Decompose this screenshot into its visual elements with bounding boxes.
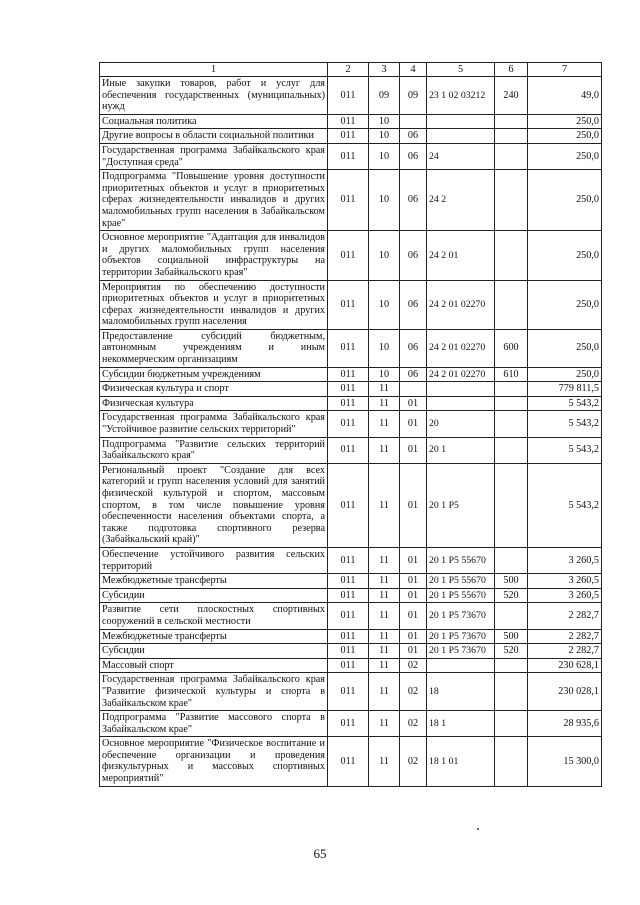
expense-type-cell bbox=[495, 129, 528, 144]
expense-type-cell bbox=[495, 280, 528, 329]
admin-code-cell: 011 bbox=[328, 574, 369, 589]
subsection-cell bbox=[400, 382, 427, 397]
admin-code-cell: 011 bbox=[328, 603, 369, 629]
admin-code-cell: 011 bbox=[328, 77, 369, 115]
subsection-cell: 02 bbox=[400, 673, 427, 711]
subsection-cell: 06 bbox=[400, 367, 427, 382]
admin-code-cell: 011 bbox=[328, 231, 369, 280]
row-name-cell: Физическая культура bbox=[100, 396, 328, 411]
amount-cell: 250,0 bbox=[528, 170, 602, 231]
subsection-cell: 01 bbox=[400, 574, 427, 589]
section-cell: 11 bbox=[369, 396, 400, 411]
target-article-cell: 24 2 bbox=[427, 170, 495, 231]
target-article-cell bbox=[427, 396, 495, 411]
subsection-cell: 06 bbox=[400, 329, 427, 367]
section-cell: 11 bbox=[369, 382, 400, 397]
section-cell: 10 bbox=[369, 280, 400, 329]
subsection-cell: 01 bbox=[400, 588, 427, 603]
section-cell: 09 bbox=[369, 77, 400, 115]
table-row bbox=[100, 396, 602, 411]
budget-table bbox=[99, 62, 602, 787]
table-row bbox=[100, 411, 602, 437]
subsection-cell: 09 bbox=[400, 77, 427, 115]
row-name-cell: Межбюджетные трансферты bbox=[100, 629, 328, 644]
expense-type-cell bbox=[495, 382, 528, 397]
amount-cell: 5 543,2 bbox=[528, 437, 602, 463]
row-name-cell: Социальная политика bbox=[100, 114, 328, 129]
admin-code-cell: 011 bbox=[328, 629, 369, 644]
column-header: 7 bbox=[528, 63, 602, 77]
amount-cell: 49,0 bbox=[528, 77, 602, 115]
target-article-cell bbox=[427, 129, 495, 144]
table-row bbox=[100, 129, 602, 144]
amount-cell: 250,0 bbox=[528, 231, 602, 280]
admin-code-cell: 011 bbox=[328, 588, 369, 603]
amount-cell: 250,0 bbox=[528, 143, 602, 169]
amount-cell: 2 282,7 bbox=[528, 603, 602, 629]
amount-cell: 230 028,1 bbox=[528, 673, 602, 711]
section-cell: 11 bbox=[369, 644, 400, 659]
section-cell: 11 bbox=[369, 463, 400, 547]
subsection-cell: 06 bbox=[400, 143, 427, 169]
column-header: 5 bbox=[427, 63, 495, 77]
column-header: 3 bbox=[369, 63, 400, 77]
target-article-cell: 20 1 bbox=[427, 437, 495, 463]
table-row bbox=[100, 673, 602, 711]
admin-code-cell: 011 bbox=[328, 396, 369, 411]
amount-cell: 5 543,2 bbox=[528, 411, 602, 437]
amount-cell: 250,0 bbox=[528, 367, 602, 382]
section-cell: 11 bbox=[369, 673, 400, 711]
section-cell: 10 bbox=[369, 367, 400, 382]
amount-cell: 230 628,1 bbox=[528, 658, 602, 673]
row-name-cell: Региональный проект "Создание для всех категорий и групп населения условий для занятий физической культурой и спортом, массовым спортом, в том числе повышение уровня обеспеченности населения объектами спорта, а также подготовка спортивного резерва (Забайкальский край)" bbox=[100, 463, 328, 547]
expense-type-cell bbox=[495, 411, 528, 437]
section-cell: 11 bbox=[369, 574, 400, 589]
table-row bbox=[100, 603, 602, 629]
target-article-cell bbox=[427, 382, 495, 397]
target-article-cell: 23 1 02 03212 bbox=[427, 77, 495, 115]
admin-code-cell: 011 bbox=[328, 411, 369, 437]
table-row bbox=[100, 437, 602, 463]
section-cell: 11 bbox=[369, 711, 400, 737]
target-article-cell: 18 1 01 bbox=[427, 737, 495, 786]
row-name-cell: Государственная программа Забайкальского края "Устойчивое развитие сельских территорий" bbox=[100, 411, 328, 437]
target-article-cell: 20 1 P5 bbox=[427, 463, 495, 547]
section-cell: 10 bbox=[369, 129, 400, 144]
table-row bbox=[100, 77, 602, 115]
table-row bbox=[100, 280, 602, 329]
admin-code-cell: 011 bbox=[328, 463, 369, 547]
subsection-cell: 06 bbox=[400, 129, 427, 144]
row-name-cell: Обеспечение устойчивого развития сельских территорий bbox=[100, 547, 328, 573]
row-name-cell: Подпрограмма "Развитие массового спорта в Забайкальском крае" bbox=[100, 711, 328, 737]
expense-type-cell bbox=[495, 658, 528, 673]
target-article-cell: 24 bbox=[427, 143, 495, 169]
target-article-cell: 20 1 P5 55670 bbox=[427, 547, 495, 573]
table-header-row bbox=[100, 63, 602, 77]
amount-cell: 28 935,6 bbox=[528, 711, 602, 737]
expense-type-cell: 520 bbox=[495, 588, 528, 603]
subsection-cell: 01 bbox=[400, 463, 427, 547]
admin-code-cell: 011 bbox=[328, 382, 369, 397]
column-header: 1 bbox=[100, 63, 328, 77]
target-article-cell bbox=[427, 658, 495, 673]
admin-code-cell: 011 bbox=[328, 170, 369, 231]
amount-cell: 3 260,5 bbox=[528, 588, 602, 603]
target-article-cell: 20 bbox=[427, 411, 495, 437]
expense-type-cell bbox=[495, 396, 528, 411]
row-name-cell: Основное мероприятие "Адаптация для инвалидов и других маломобильных групп населения объектов социальной инфраструктуры на территории Забайкальского края" bbox=[100, 231, 328, 280]
target-article-cell: 18 bbox=[427, 673, 495, 711]
section-cell: 10 bbox=[369, 170, 400, 231]
target-article-cell: 24 2 01 02270 bbox=[427, 329, 495, 367]
expense-type-cell bbox=[495, 114, 528, 129]
amount-cell: 15 300,0 bbox=[528, 737, 602, 786]
section-cell: 11 bbox=[369, 437, 400, 463]
amount-cell: 5 543,2 bbox=[528, 396, 602, 411]
row-name-cell: Физическая культура и спорт bbox=[100, 382, 328, 397]
expense-type-cell bbox=[495, 463, 528, 547]
row-name-cell: Массовый спорт bbox=[100, 658, 328, 673]
target-article-cell: 20 1 P5 55670 bbox=[427, 588, 495, 603]
table-row bbox=[100, 629, 602, 644]
admin-code-cell: 011 bbox=[328, 129, 369, 144]
section-cell: 10 bbox=[369, 143, 400, 169]
expense-type-cell bbox=[495, 170, 528, 231]
page-number: 65 bbox=[313, 846, 327, 861]
expense-type-cell bbox=[495, 231, 528, 280]
row-name-cell: Другие вопросы в области социальной политики bbox=[100, 129, 328, 144]
row-name-cell: Основное мероприятие "Физическое воспитание и обеспечение организации и проведения физкультурных и массовых спортивных мероприятий" bbox=[100, 737, 328, 786]
column-header: 2 bbox=[328, 63, 369, 77]
subsection-cell bbox=[400, 114, 427, 129]
section-cell: 11 bbox=[369, 658, 400, 673]
column-header: 4 bbox=[400, 63, 427, 77]
row-name-cell: Иные закупки товаров, работ и услуг для обеспечения государственных (муниципальных) нужд bbox=[100, 77, 328, 115]
target-article-cell: 20 1 P5 55670 bbox=[427, 574, 495, 589]
subsection-cell: 02 bbox=[400, 711, 427, 737]
expense-type-cell bbox=[495, 603, 528, 629]
admin-code-cell: 011 bbox=[328, 673, 369, 711]
target-article-cell: 20 1 P5 73670 bbox=[427, 644, 495, 659]
admin-code-cell: 011 bbox=[328, 547, 369, 573]
amount-cell: 5 543,2 bbox=[528, 463, 602, 547]
table-row bbox=[100, 143, 602, 169]
row-name-cell: Субсидии бюджетным учреждениям bbox=[100, 367, 328, 382]
subsection-cell: 06 bbox=[400, 170, 427, 231]
table-row bbox=[100, 463, 602, 547]
amount-cell: 779 811,5 bbox=[528, 382, 602, 397]
target-article-cell: 18 1 bbox=[427, 711, 495, 737]
amount-cell: 3 260,5 bbox=[528, 574, 602, 589]
row-name-cell: Межбюджетные трансферты bbox=[100, 574, 328, 589]
amount-cell: 2 282,7 bbox=[528, 644, 602, 659]
section-cell: 11 bbox=[369, 737, 400, 786]
target-article-cell: 24 2 01 02270 bbox=[427, 367, 495, 382]
expense-type-cell: 240 bbox=[495, 77, 528, 115]
column-header: 6 bbox=[495, 63, 528, 77]
amount-cell: 250,0 bbox=[528, 114, 602, 129]
subsection-cell: 01 bbox=[400, 603, 427, 629]
target-article-cell: 24 2 01 bbox=[427, 231, 495, 280]
admin-code-cell: 011 bbox=[328, 280, 369, 329]
row-name-cell: Государственная программа Забайкальского края "Развитие физической культуры и спорта в Забайкальском крае" bbox=[100, 673, 328, 711]
row-name-cell: Подпрограмма "Повышение уровня доступности приоритетных объектов и услуг в приоритетных сферах жизнедеятельности инвалидов и других маломобильных групп населения в Забайкальском крае" bbox=[100, 170, 328, 231]
scan-speck bbox=[477, 828, 479, 830]
subsection-cell: 01 bbox=[400, 547, 427, 573]
row-name-cell: Субсидии bbox=[100, 644, 328, 659]
admin-code-cell: 011 bbox=[328, 114, 369, 129]
expense-type-cell bbox=[495, 711, 528, 737]
expense-type-cell bbox=[495, 437, 528, 463]
row-name-cell: Государственная программа Забайкальского края "Доступная среда" bbox=[100, 143, 328, 169]
amount-cell: 2 282,7 bbox=[528, 629, 602, 644]
amount-cell: 250,0 bbox=[528, 329, 602, 367]
target-article-cell: 20 1 P5 73670 bbox=[427, 603, 495, 629]
table-row bbox=[100, 588, 602, 603]
admin-code-cell: 011 bbox=[328, 658, 369, 673]
section-cell: 11 bbox=[369, 547, 400, 573]
table-row bbox=[100, 574, 602, 589]
table-row bbox=[100, 329, 602, 367]
subsection-cell: 06 bbox=[400, 231, 427, 280]
row-name-cell: Мероприятия по обеспечению доступности приоритетных объектов и услуг в приоритетных сферах жизнедеятельности инвалидов и других маломобильных групп населения bbox=[100, 280, 328, 329]
table-row bbox=[100, 114, 602, 129]
expense-type-cell bbox=[495, 143, 528, 169]
subsection-cell: 01 bbox=[400, 396, 427, 411]
table-row bbox=[100, 382, 602, 397]
admin-code-cell: 011 bbox=[328, 711, 369, 737]
section-cell: 11 bbox=[369, 588, 400, 603]
table-row bbox=[100, 737, 602, 786]
admin-code-cell: 011 bbox=[328, 143, 369, 169]
amount-cell: 250,0 bbox=[528, 280, 602, 329]
target-article-cell: 24 2 01 02270 bbox=[427, 280, 495, 329]
admin-code-cell: 011 bbox=[328, 367, 369, 382]
expense-type-cell: 520 bbox=[495, 644, 528, 659]
expense-type-cell bbox=[495, 547, 528, 573]
amount-cell: 250,0 bbox=[528, 129, 602, 144]
target-article-cell: 20 1 P5 73670 bbox=[427, 629, 495, 644]
admin-code-cell: 011 bbox=[328, 437, 369, 463]
expense-type-cell bbox=[495, 737, 528, 786]
expense-type-cell: 500 bbox=[495, 574, 528, 589]
admin-code-cell: 011 bbox=[328, 644, 369, 659]
section-cell: 10 bbox=[369, 231, 400, 280]
table-row bbox=[100, 658, 602, 673]
row-name-cell: Развитие сети плоскостных спортивных сооружений в сельской местности bbox=[100, 603, 328, 629]
row-name-cell: Подпрограмма "Развитие сельских территорий Забайкальского края" bbox=[100, 437, 328, 463]
expense-type-cell: 600 bbox=[495, 329, 528, 367]
subsection-cell: 02 bbox=[400, 658, 427, 673]
expense-type-cell bbox=[495, 673, 528, 711]
section-cell: 11 bbox=[369, 629, 400, 644]
table-row bbox=[100, 711, 602, 737]
table-row bbox=[100, 170, 602, 231]
subsection-cell: 02 bbox=[400, 737, 427, 786]
subsection-cell: 01 bbox=[400, 437, 427, 463]
table-row bbox=[100, 367, 602, 382]
table-row bbox=[100, 231, 602, 280]
admin-code-cell: 011 bbox=[328, 329, 369, 367]
target-article-cell bbox=[427, 114, 495, 129]
subsection-cell: 01 bbox=[400, 629, 427, 644]
subsection-cell: 06 bbox=[400, 280, 427, 329]
amount-cell: 3 260,5 bbox=[528, 547, 602, 573]
subsection-cell: 01 bbox=[400, 411, 427, 437]
expense-type-cell: 610 bbox=[495, 367, 528, 382]
table-row bbox=[100, 547, 602, 573]
section-cell: 10 bbox=[369, 114, 400, 129]
section-cell: 10 bbox=[369, 329, 400, 367]
subsection-cell: 01 bbox=[400, 644, 427, 659]
row-name-cell: Предоставление субсидий бюджетным, автономным учреждениям и иным некоммерческим организациям bbox=[100, 329, 328, 367]
expense-type-cell: 500 bbox=[495, 629, 528, 644]
section-cell: 11 bbox=[369, 411, 400, 437]
admin-code-cell: 011 bbox=[328, 737, 369, 786]
section-cell: 11 bbox=[369, 603, 400, 629]
row-name-cell: Субсидии bbox=[100, 588, 328, 603]
table-row bbox=[100, 644, 602, 659]
table-body bbox=[100, 77, 602, 787]
